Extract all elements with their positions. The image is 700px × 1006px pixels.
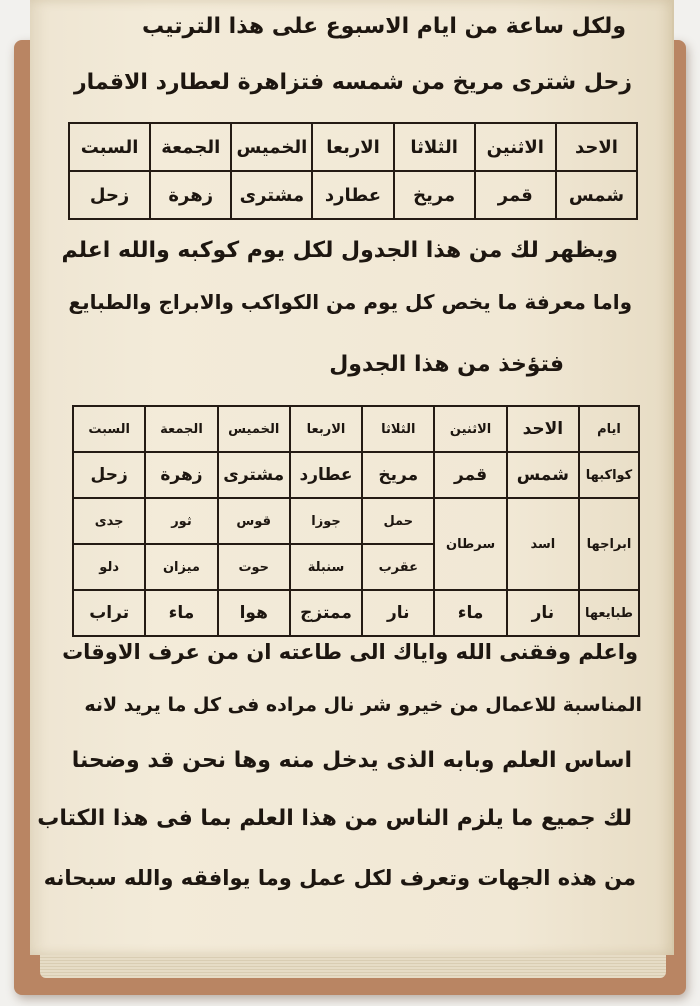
text-line-3: ويظهر لك من هذا الجدول لكل يوم كوكبه والله اعلم	[61, 238, 618, 263]
table-cell: جوزا	[290, 498, 362, 544]
table-cell: تراب	[73, 590, 145, 636]
table-cell: الثلاثا	[362, 406, 434, 452]
table-cell: عطارد	[312, 171, 393, 219]
table-cell: السبت	[73, 406, 145, 452]
table-cell: سنبلة	[290, 544, 362, 590]
table-cell: نار	[362, 590, 434, 636]
table-cell: زحل	[69, 171, 150, 219]
table-cell: الثلاثا	[394, 123, 475, 171]
table-row	[69, 171, 637, 219]
table-cell: سرطان	[434, 498, 506, 590]
table-cell: الجمعة	[145, 406, 217, 452]
table-cell: هوا	[218, 590, 290, 636]
table-cell: اسد	[507, 498, 579, 590]
table-cell: مشترى	[231, 171, 312, 219]
table-row	[73, 498, 639, 544]
table-cell: الاحد	[556, 123, 637, 171]
text-line-4: واما معرفة ما يخص كل يوم من الكواكب والابراج والطبايع	[68, 290, 632, 314]
table-row	[73, 406, 639, 452]
table-cell: الخميس	[218, 406, 290, 452]
table-row-label: طبايعها	[579, 590, 639, 636]
table-cell: الجمعة	[150, 123, 231, 171]
table-cell: زهرة	[150, 171, 231, 219]
table-cell: مريخ	[362, 452, 434, 498]
table-row	[73, 452, 639, 498]
page-edges	[40, 952, 666, 978]
table-corner-cell: ايام	[579, 406, 639, 452]
table-cell: ماء	[145, 590, 217, 636]
table-cell: عطارد	[290, 452, 362, 498]
table-cell: ممتزج	[290, 590, 362, 636]
table-cell: جدى	[73, 498, 145, 544]
text-line-9: لك جميع ما يلزم الناس من هذا العلم بما فى هذا الكتاب	[37, 806, 632, 831]
table-row	[69, 123, 637, 171]
text-line-10: من هذه الجهات وتعرف لكل عمل وما يوافقه والله سبحانه	[43, 866, 636, 890]
table-cell: زحل	[73, 452, 145, 498]
table-cell: قمر	[434, 452, 506, 498]
text-line-2: زحل شترى مريخ من شمسه فتزاهرة لعطارد الاقمار	[73, 70, 632, 95]
table-cell: الاربعا	[312, 123, 393, 171]
table-cell: قمر	[475, 171, 556, 219]
table-cell: الاثنين	[434, 406, 506, 452]
text-line-6: واعلم وفقنى الله واياك الى طاعته ان من عرف الاوقات	[62, 640, 638, 664]
table-cell: ثور	[145, 498, 217, 544]
text-line-1: ولكل ساعة من ايام الاسبوع على هذا الترتيب	[142, 14, 626, 39]
table-cell: الاربعا	[290, 406, 362, 452]
table-row	[73, 590, 639, 636]
table-cell: زهرة	[145, 452, 217, 498]
table-cell: نار	[507, 590, 579, 636]
table-cell: شمس	[507, 452, 579, 498]
text-line-8: اساس العلم وبابه الذى يدخل منه وها نحن قد وضحنا	[71, 748, 632, 773]
table-cell: السبت	[69, 123, 150, 171]
table-cell: ميزان	[145, 544, 217, 590]
table-cell: الاحد	[507, 406, 579, 452]
table-cell: ماء	[434, 590, 506, 636]
text-line-7: المناسبة للاعمال من خيرو شر نال مراده فى كل ما يريد لانه	[84, 694, 642, 716]
day-planet-table	[68, 122, 638, 220]
table-row-label: كواكبها	[579, 452, 639, 498]
table-cell: عقرب	[362, 544, 434, 590]
table-cell: حمل	[362, 498, 434, 544]
correspondence-table	[72, 405, 640, 637]
table-cell: مريخ	[394, 171, 475, 219]
text-line-5: فتؤخذ من هذا الجدول	[329, 352, 564, 377]
table-cell: مشترى	[218, 452, 290, 498]
table-cell: الخميس	[231, 123, 312, 171]
table-cell: قوس	[218, 498, 290, 544]
table-cell: شمس	[556, 171, 637, 219]
table-cell: الاثنين	[475, 123, 556, 171]
table-row-label: ابراجها	[579, 498, 639, 590]
table-cell: حوت	[218, 544, 290, 590]
table-cell: دلو	[73, 544, 145, 590]
